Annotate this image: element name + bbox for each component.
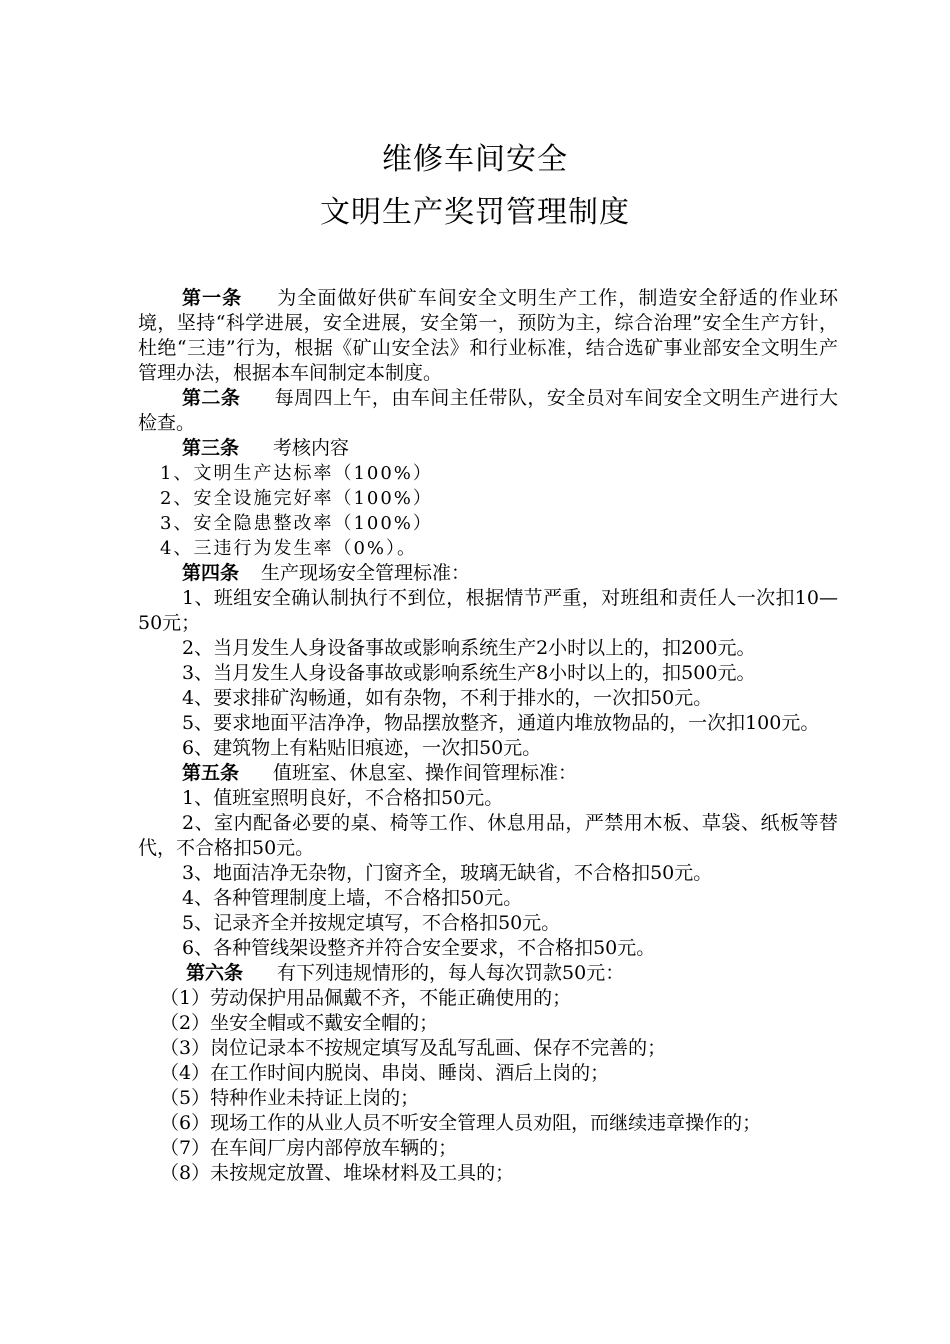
- article-6-item-1: （1）劳动保护用品佩戴不齐，不能正确使用的；: [160, 987, 572, 1009]
- article-3-item-1: 1、文明生产达标率（100%）: [160, 463, 433, 484]
- article-5-label: 第五条: [182, 762, 240, 784]
- article-4-text: 生产现场安全管理标准：: [261, 562, 471, 584]
- article-6-item-4: （4）在工作时间内脱岗、串岗、睡岗、酒后上岗的；: [160, 1062, 610, 1084]
- article-4-item-1: 1、班组安全确认制执行不到位，根据情节严重，对班组和责任人一次扣10—50元；: [138, 587, 838, 634]
- document-title-line-1: 维修车间安全: [382, 142, 568, 177]
- article-3-text: 考核内容: [273, 437, 350, 459]
- article-5-item-2: 2、室内配备必要的桌、椅等工作、休息用品，严禁用木板、草袋、纸板等替代，不合格扣50元。: [138, 812, 838, 859]
- article-5: [138, 761, 838, 786]
- article-6-text: 有下列违规情形的，每人每次罚款50元：: [277, 962, 625, 984]
- article-5-item-5: 5、记录齐全并按规定填写，不合格扣50元。: [182, 912, 561, 934]
- article-3-item-4: 4、三违行为发生率（0%）。: [160, 538, 418, 559]
- article-1-label: 第一条: [182, 287, 243, 309]
- article-4-item-6: 6、建筑物上有粘贴旧痕迹，一次扣50元。: [182, 737, 542, 759]
- article-6-item-8: （8）未按规定放置、堆垛材料及工具的；: [160, 1162, 515, 1184]
- article-3: [138, 436, 838, 461]
- article-6-item-6: （6）现场工作的从业人员不听安全管理人员劝阻，而继续违章操作的；: [160, 1112, 762, 1134]
- article-5-item-6: 6、各种管线架设整齐并符合安全要求，不合格扣50元。: [182, 937, 656, 959]
- article-5-item-1: 1、值班室照明良好，不合格扣50元。: [182, 787, 504, 809]
- article-6-item-5: （5）特种作业未持证上岗的；: [160, 1087, 420, 1109]
- article-5-item-3: 3、地面洁净无杂物，门窗齐全，玻璃无缺省，不合格扣50元。: [182, 862, 713, 884]
- article-1-text: 为全面做好供矿车间安全文明生产工作，制造安全舒适的作业环境，坚持“科学进展，安全进展，安全第一，预防为主，综合治理”安全生产方针，杜绝“三违”行为，根据《矿山安全法》和行业标准，结合选矿事业部安全文明生产管理办法，根据本车间制定本制度。: [138, 287, 838, 384]
- article-5-item-4: 4、各种管理制度上墙，不合格扣50元。: [182, 887, 523, 909]
- article-1: [138, 286, 838, 386]
- article-3-item-3: 3、安全隐患整改率（100%）: [160, 513, 433, 534]
- article-6-item-7: （7）在车间厂房内部停放车辆的；: [160, 1137, 458, 1159]
- article-6-label: 第六条: [186, 962, 244, 984]
- article-2-text: 每周四上午，由车间主任带队，安全员对车间安全文明生产进行大检查。: [138, 387, 838, 434]
- article-3-label: 第三条: [182, 437, 240, 459]
- article-4-item-5: 5、要求地面平洁净净，物品摆放整齐，通道内堆放物品的，一次扣100元。: [182, 712, 820, 734]
- article-5-text: 值班室、休息室、操作间管理标准：: [273, 762, 578, 784]
- article-3-item-2: 2、安全设施完好率（100%）: [160, 488, 433, 509]
- article-4-item-3: 3、当月发生人身设备事故或影响系统生产8小时以上的，扣500元。: [182, 662, 756, 684]
- article-4-label: 第四条: [182, 562, 240, 584]
- article-6: [138, 961, 838, 986]
- article-4-item-2: 2、当月发生人身设备事故或影响系统生产2小时以上的，扣200元。: [182, 637, 756, 659]
- document-title-line-2: 文明生产奖罚管理制度: [320, 195, 630, 230]
- document-body: [138, 286, 838, 1186]
- article-4-item-4: 4、要求排矿沟畅通，如有杂物，不利于排水的，一次扣50元。: [182, 687, 713, 709]
- article-6-item-2: （2）坐安全帽或不戴安全帽的；: [160, 1012, 439, 1034]
- article-4: [138, 561, 838, 586]
- article-2: [138, 386, 838, 436]
- article-2-label: 第二条: [182, 387, 241, 409]
- article-6-item-3: （3）岗位记录本不按规定填写及乱写乱画、保存不完善的；: [160, 1037, 667, 1059]
